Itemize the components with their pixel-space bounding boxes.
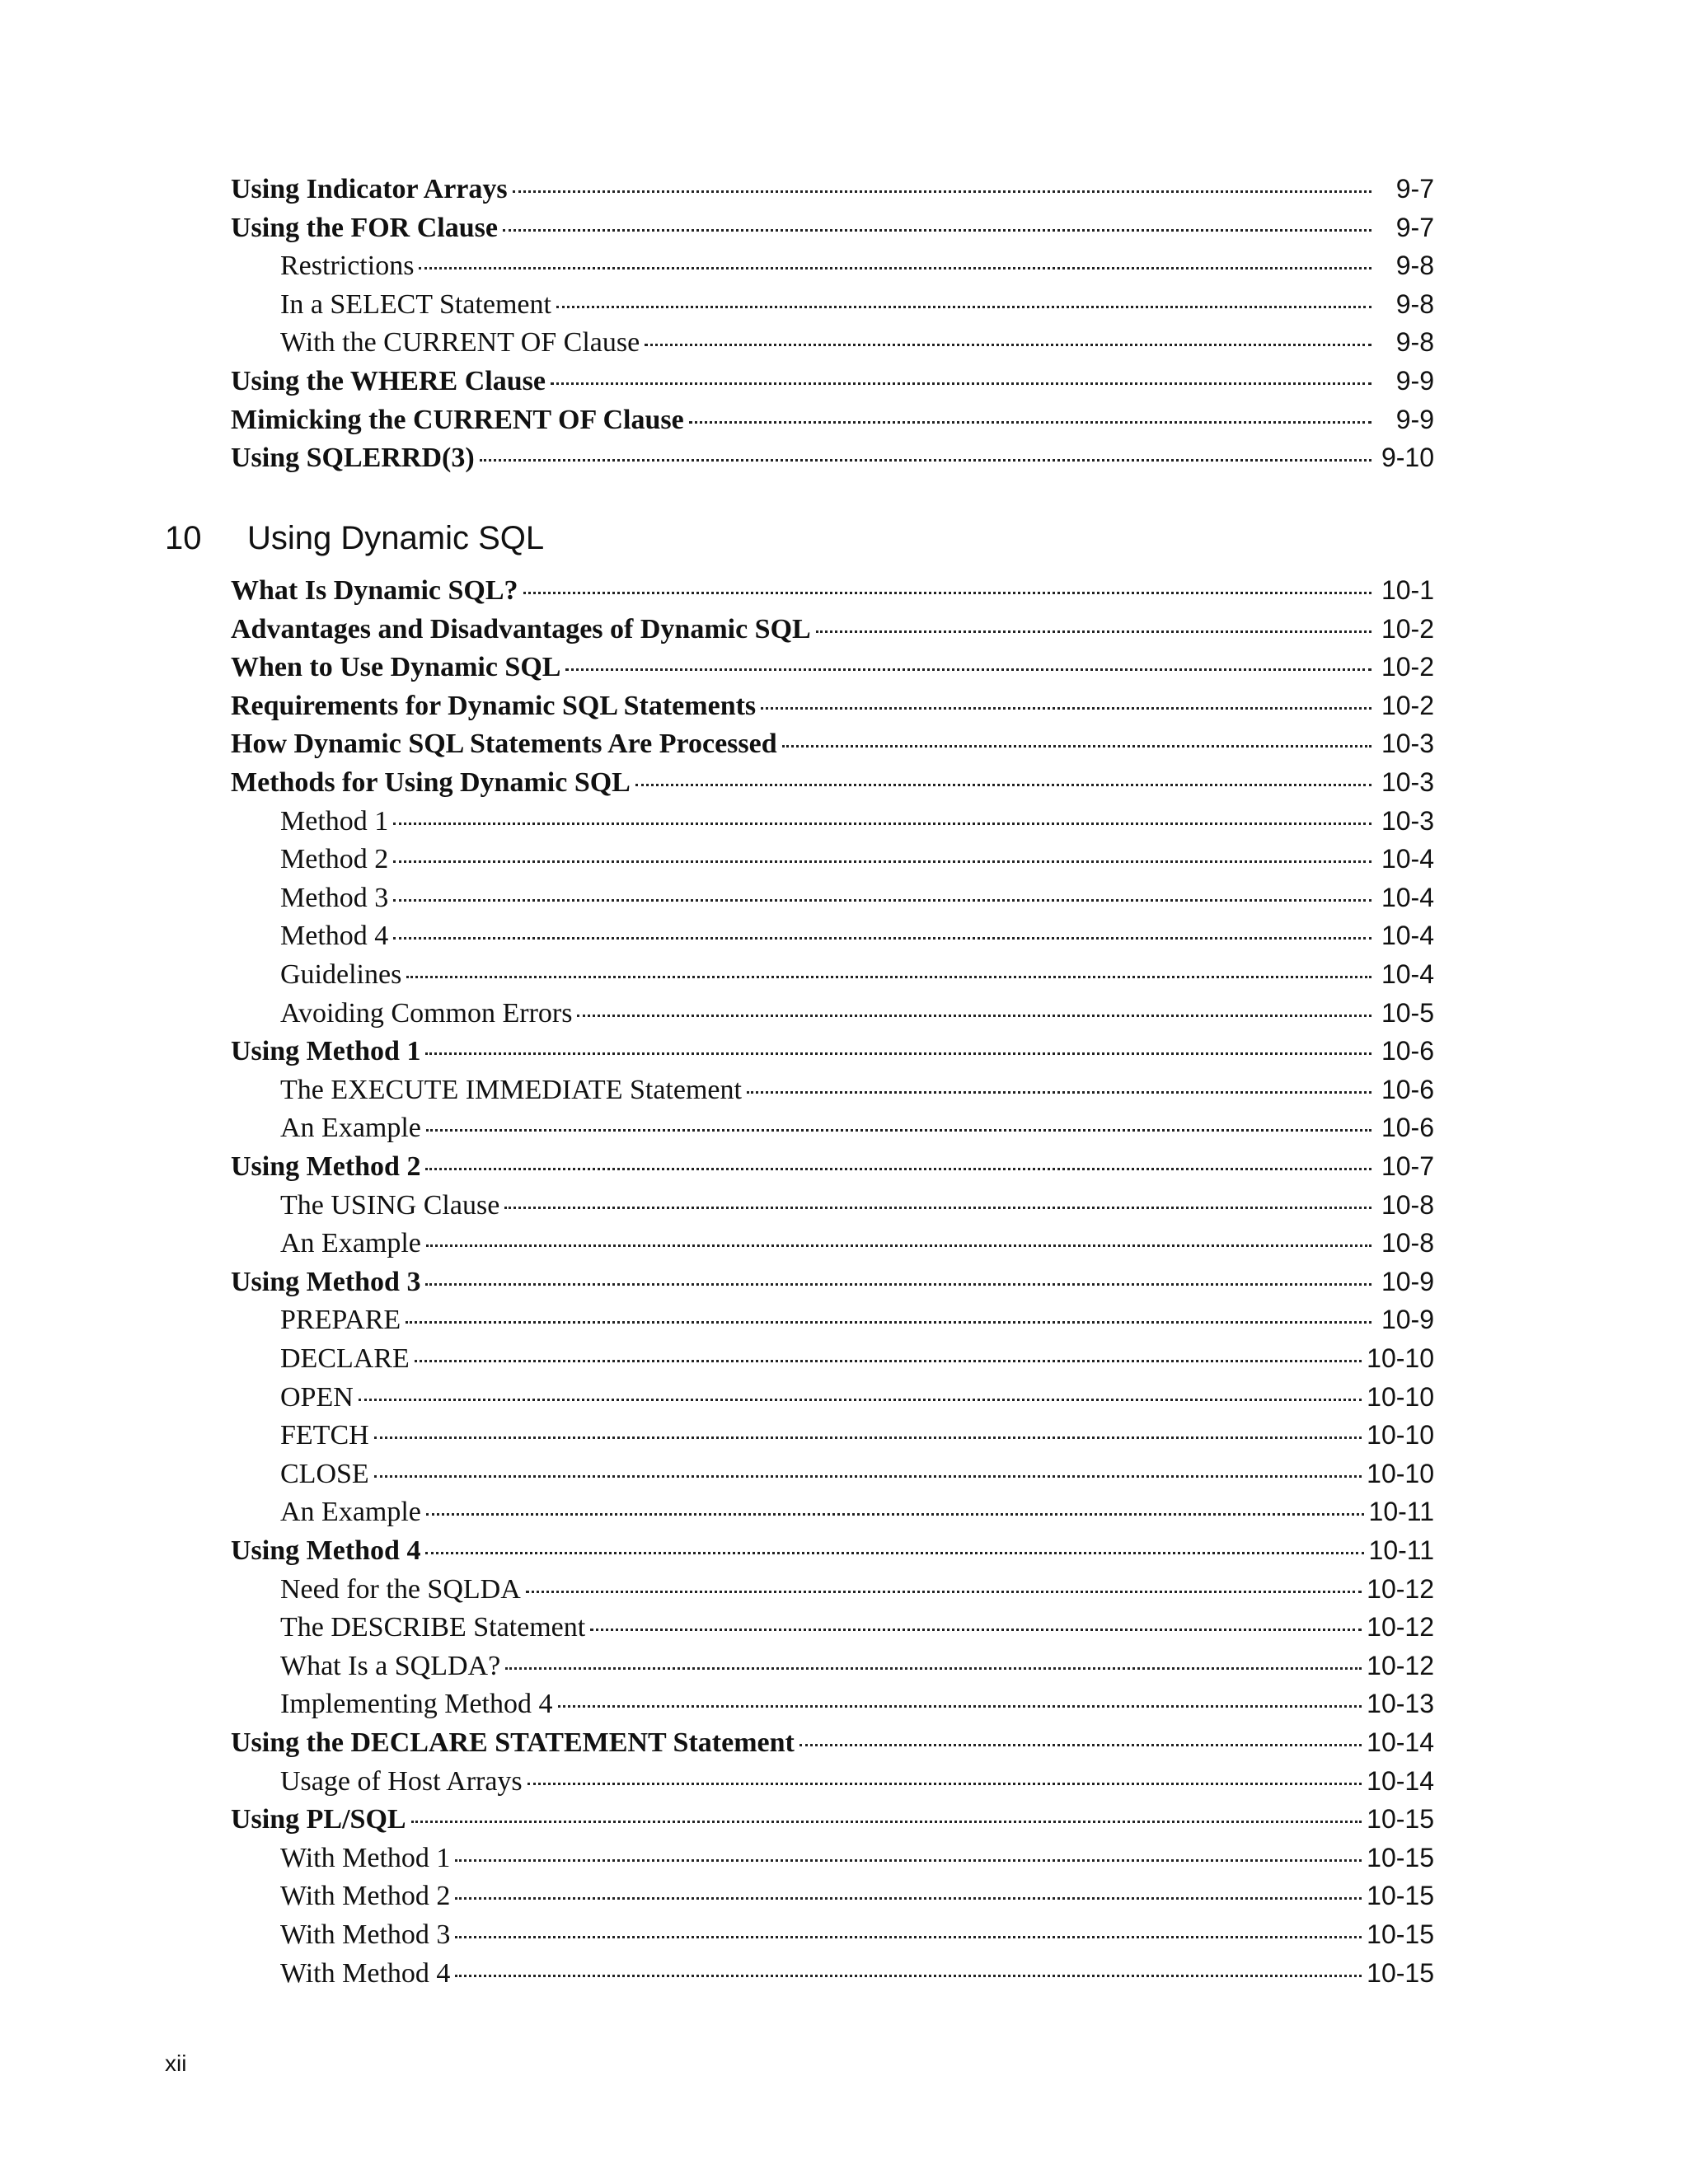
dot-leader <box>425 1168 1372 1170</box>
toc-entry-page: 10-12 <box>1367 1650 1434 1680</box>
toc-entry-title: Restrictions <box>280 251 415 282</box>
toc-entry[interactable] <box>231 763 1434 801</box>
toc-entry-page: 10-15 <box>1367 1804 1434 1835</box>
toc-entry-title: With Method 3 <box>280 1919 451 1950</box>
toc-entry-page: 10-6 <box>1381 1113 1434 1143</box>
dot-leader <box>816 630 1372 633</box>
toc-entry-title: An Example <box>280 1113 421 1144</box>
toc-entry-page: 9-10 <box>1381 443 1434 473</box>
toc-entry-title: Implementing Method 4 <box>280 1689 553 1720</box>
toc-entry-title: With Method 1 <box>280 1842 451 1873</box>
toc-subentry[interactable] <box>280 246 1434 284</box>
dot-leader <box>425 1283 1372 1286</box>
toc-entry-page: 10-6 <box>1381 1074 1434 1104</box>
dot-leader <box>505 1667 1362 1670</box>
toc-entry-page: 10-3 <box>1381 729 1434 759</box>
dot-leader <box>645 344 1372 346</box>
toc-entry-page: 10-4 <box>1381 844 1434 874</box>
toc-subentry[interactable] <box>280 1301 1434 1338</box>
toc-entry-page: 10-11 <box>1368 1497 1434 1527</box>
toc-subentry[interactable] <box>280 1608 1434 1646</box>
dot-leader <box>526 1591 1362 1593</box>
toc-entry[interactable] <box>231 1263 1434 1301</box>
toc-subentry[interactable] <box>280 1954 1434 1992</box>
toc-entry-title: Using PL/SQL <box>231 1804 406 1835</box>
chapter-number: 10 <box>165 520 202 556</box>
toc-entry[interactable] <box>231 438 1434 476</box>
toc-entry[interactable] <box>231 401 1434 438</box>
toc-entry-title: Usage of Host Arrays <box>280 1765 523 1797</box>
toc-entry-page: 10-9 <box>1381 1305 1434 1335</box>
toc-entry-page: 9-7 <box>1395 174 1434 204</box>
toc-entry-page: 10-13 <box>1367 1689 1434 1719</box>
toc-subentry[interactable] <box>280 1493 1434 1530</box>
toc-entry-title: With Method 2 <box>280 1881 451 1912</box>
toc-entry-page: 10-3 <box>1381 805 1434 836</box>
toc-entry-page: 9-8 <box>1395 327 1434 358</box>
toc-entry-title: Method 2 <box>280 844 389 875</box>
toc-subentry[interactable] <box>280 1455 1434 1493</box>
toc-entry-title: What Is Dynamic SQL? <box>231 575 518 606</box>
dot-leader <box>426 1129 1372 1132</box>
toc-entry-title: When to Use Dynamic SQL <box>231 652 561 683</box>
toc-entry-page: 10-14 <box>1367 1765 1434 1796</box>
toc-subentry[interactable] <box>280 1762 1434 1800</box>
toc-entry-page: 10-8 <box>1381 1189 1434 1220</box>
toc-entry[interactable] <box>231 1032 1434 1070</box>
toc-entry[interactable] <box>231 1147 1434 1185</box>
toc-entry-title: The USING Clause <box>280 1189 500 1221</box>
toc-entry-page: 10-14 <box>1367 1727 1434 1757</box>
toc-entry-page: 10-12 <box>1367 1612 1434 1643</box>
toc-entry-page: 10-10 <box>1367 1420 1434 1451</box>
toc-entry-page: 10-10 <box>1367 1458 1434 1488</box>
dot-leader <box>393 899 1372 902</box>
toc-entry-page: 10-15 <box>1367 1957 1434 1988</box>
dot-leader <box>419 267 1372 269</box>
toc-subentry[interactable] <box>280 1108 1434 1146</box>
toc-entry[interactable] <box>231 209 1434 246</box>
toc-entry-page: 10-15 <box>1367 1919 1434 1949</box>
toc-subentry[interactable] <box>280 1839 1434 1877</box>
dot-leader <box>393 860 1372 863</box>
toc-entry-title: With the CURRENT OF Clause <box>280 327 640 359</box>
dot-leader <box>523 592 1372 594</box>
toc-entry[interactable] <box>231 571 1434 609</box>
toc-subentry[interactable] <box>280 1647 1434 1685</box>
toc-entry-page: 10-2 <box>1381 690 1434 720</box>
toc-subentry[interactable] <box>280 1378 1434 1416</box>
toc-subentry[interactable] <box>280 1186 1434 1224</box>
dot-leader <box>528 1783 1362 1785</box>
toc-entry-title: Requirements for Dynamic SQL Statements <box>231 690 757 721</box>
toc-entry-page: 9-7 <box>1395 212 1434 242</box>
toc-subentry[interactable] <box>280 994 1434 1032</box>
dot-leader <box>761 707 1372 710</box>
dot-leader <box>503 229 1372 232</box>
chapter-title: Using Dynamic SQL <box>247 520 545 556</box>
toc-entry-title: Using Method 4 <box>231 1535 421 1566</box>
toc-subentry[interactable] <box>280 879 1434 916</box>
dot-leader <box>455 1975 1362 1977</box>
toc-entry[interactable] <box>231 362 1434 400</box>
toc-entry-page: 10-15 <box>1367 1842 1434 1872</box>
dot-leader <box>425 1552 1363 1554</box>
toc-entry-page: 10-6 <box>1381 1036 1434 1066</box>
toc-entry[interactable] <box>231 1531 1434 1569</box>
toc-entry-title: Using the FOR Clause <box>231 212 498 243</box>
toc-subentry[interactable] <box>280 1224 1434 1262</box>
dot-leader <box>359 1399 1362 1401</box>
dot-leader <box>556 306 1372 308</box>
dot-leader <box>513 190 1372 193</box>
dot-leader <box>782 745 1372 748</box>
dot-leader <box>689 421 1372 424</box>
dot-leader <box>393 823 1372 825</box>
dot-leader <box>455 1897 1362 1900</box>
dot-leader <box>411 1821 1362 1823</box>
toc-entry-page: 10-4 <box>1381 959 1434 989</box>
toc-entry-title: Method 3 <box>280 882 389 913</box>
toc-entry-title: Methods for Using Dynamic SQL <box>231 767 631 798</box>
toc-subentry[interactable] <box>280 840 1434 878</box>
toc-subentry[interactable] <box>280 1915 1434 1953</box>
toc-entry-page: 10-3 <box>1381 767 1434 797</box>
toc-entry[interactable] <box>231 687 1434 724</box>
toc-entry-title: With Method 4 <box>280 1957 451 1989</box>
toc-entry-title: An Example <box>280 1228 421 1259</box>
toc-subentry[interactable] <box>280 1570 1434 1608</box>
toc-subentry[interactable] <box>280 1416 1434 1454</box>
toc-subentry[interactable] <box>280 285 1434 323</box>
dot-leader <box>635 784 1372 786</box>
toc-subentry[interactable] <box>280 1685 1434 1722</box>
toc-entry-title: Method 4 <box>280 921 389 952</box>
dot-leader <box>426 1513 1364 1516</box>
dot-leader <box>577 1015 1372 1017</box>
dot-leader <box>426 1244 1372 1247</box>
toc-entry-title: CLOSE <box>280 1458 369 1489</box>
toc-entry[interactable] <box>231 1723 1434 1761</box>
toc-entry-title: DECLARE <box>280 1343 410 1374</box>
toc-entry-title: Guidelines <box>280 959 402 990</box>
toc-entry-title: What Is a SQLDA? <box>280 1650 501 1681</box>
toc-entry-title: Using the DECLARE STATEMENT Statement <box>231 1727 795 1758</box>
toc-entry-title: Using SQLERRD(3) <box>231 443 475 474</box>
toc-entry-title: In a SELECT Statement <box>280 288 551 320</box>
toc-subentry[interactable] <box>280 323 1434 361</box>
toc-entry-page: 9-8 <box>1395 288 1434 319</box>
toc-entry-title: Need for the SQLDA <box>280 1573 521 1605</box>
dot-leader <box>565 668 1372 671</box>
dot-leader <box>393 937 1372 940</box>
toc-entry-page: 10-2 <box>1381 613 1434 644</box>
toc-entry-title: OPEN <box>280 1381 354 1413</box>
dot-leader <box>558 1705 1362 1708</box>
dot-leader <box>425 1052 1372 1055</box>
toc-entry-title: FETCH <box>280 1420 369 1451</box>
toc-entry-title: PREPARE <box>280 1305 401 1336</box>
dot-leader <box>504 1207 1372 1209</box>
dot-leader <box>406 1321 1372 1324</box>
toc-entry-page: 9-8 <box>1395 251 1434 281</box>
toc-entry-page: 10-12 <box>1367 1573 1434 1604</box>
toc-entry-title: An Example <box>280 1497 421 1528</box>
dot-leader <box>799 1744 1362 1746</box>
toc-entry-title: The DESCRIBE Statement <box>280 1612 586 1643</box>
toc-entry[interactable] <box>231 648 1434 686</box>
toc-entry[interactable] <box>231 610 1434 648</box>
toc-entry-page: 10-10 <box>1367 1343 1434 1373</box>
toc-entry-title: Using the WHERE Clause <box>231 366 546 396</box>
dot-leader <box>551 382 1372 385</box>
toc-entry-title: Avoiding Common Errors <box>280 997 573 1029</box>
dot-leader <box>590 1629 1362 1631</box>
toc-entry-title: Method 1 <box>280 805 389 837</box>
toc-entry-title: Mimicking the CURRENT OF Clause <box>231 404 684 435</box>
dot-leader <box>455 1859 1362 1862</box>
toc-entry-title: Using Indicator Arrays <box>231 174 508 204</box>
chapter-heading[interactable] <box>165 515 544 561</box>
toc-entry-page: 10-1 <box>1381 575 1434 605</box>
toc-subentry[interactable] <box>280 1339 1434 1377</box>
toc-entry-page: 10-15 <box>1367 1881 1434 1911</box>
page-number-footer: xii <box>165 2050 187 2076</box>
toc-subentry[interactable] <box>280 1071 1434 1108</box>
dot-leader <box>480 459 1372 462</box>
dot-leader <box>747 1091 1372 1094</box>
toc-entry-page: 10-5 <box>1381 997 1434 1028</box>
toc-entry-page: 10-11 <box>1368 1535 1434 1565</box>
dot-leader <box>374 1436 1362 1439</box>
toc-entry-title: Using Method 2 <box>231 1151 421 1182</box>
toc-entry[interactable] <box>231 170 1434 208</box>
dot-leader <box>455 1936 1362 1938</box>
toc-subentry[interactable] <box>280 916 1434 954</box>
dot-leader <box>374 1475 1362 1478</box>
toc-entry[interactable] <box>231 1800 1434 1838</box>
toc-subentry[interactable] <box>280 802 1434 840</box>
toc-entry-title: Using Method 3 <box>231 1266 421 1297</box>
toc-entry-page: 9-9 <box>1395 404 1434 434</box>
toc-entry-page: 9-9 <box>1395 366 1434 396</box>
toc-entry-title: Advantages and Disadvantages of Dynamic SQL <box>231 613 811 644</box>
dot-leader <box>415 1360 1362 1362</box>
toc-entry-page: 10-10 <box>1367 1381 1434 1412</box>
toc-entry-page: 10-8 <box>1381 1228 1434 1258</box>
toc-entry-title: Using Method 1 <box>231 1036 421 1067</box>
toc-entry-title: How Dynamic SQL Statements Are Processed <box>231 729 777 760</box>
toc-subentry[interactable] <box>280 1877 1434 1915</box>
toc-entry[interactable] <box>231 724 1434 762</box>
toc-entry-title: The EXECUTE IMMEDIATE Statement <box>280 1074 742 1105</box>
toc-entry-page: 10-2 <box>1381 652 1434 682</box>
toc-entry-page: 10-4 <box>1381 882 1434 912</box>
toc-entry-page: 10-9 <box>1381 1266 1434 1296</box>
dot-leader <box>406 976 1372 978</box>
toc-entry-page: 10-4 <box>1381 921 1434 951</box>
toc-subentry[interactable] <box>280 955 1434 993</box>
toc-entry-page: 10-7 <box>1381 1151 1434 1181</box>
